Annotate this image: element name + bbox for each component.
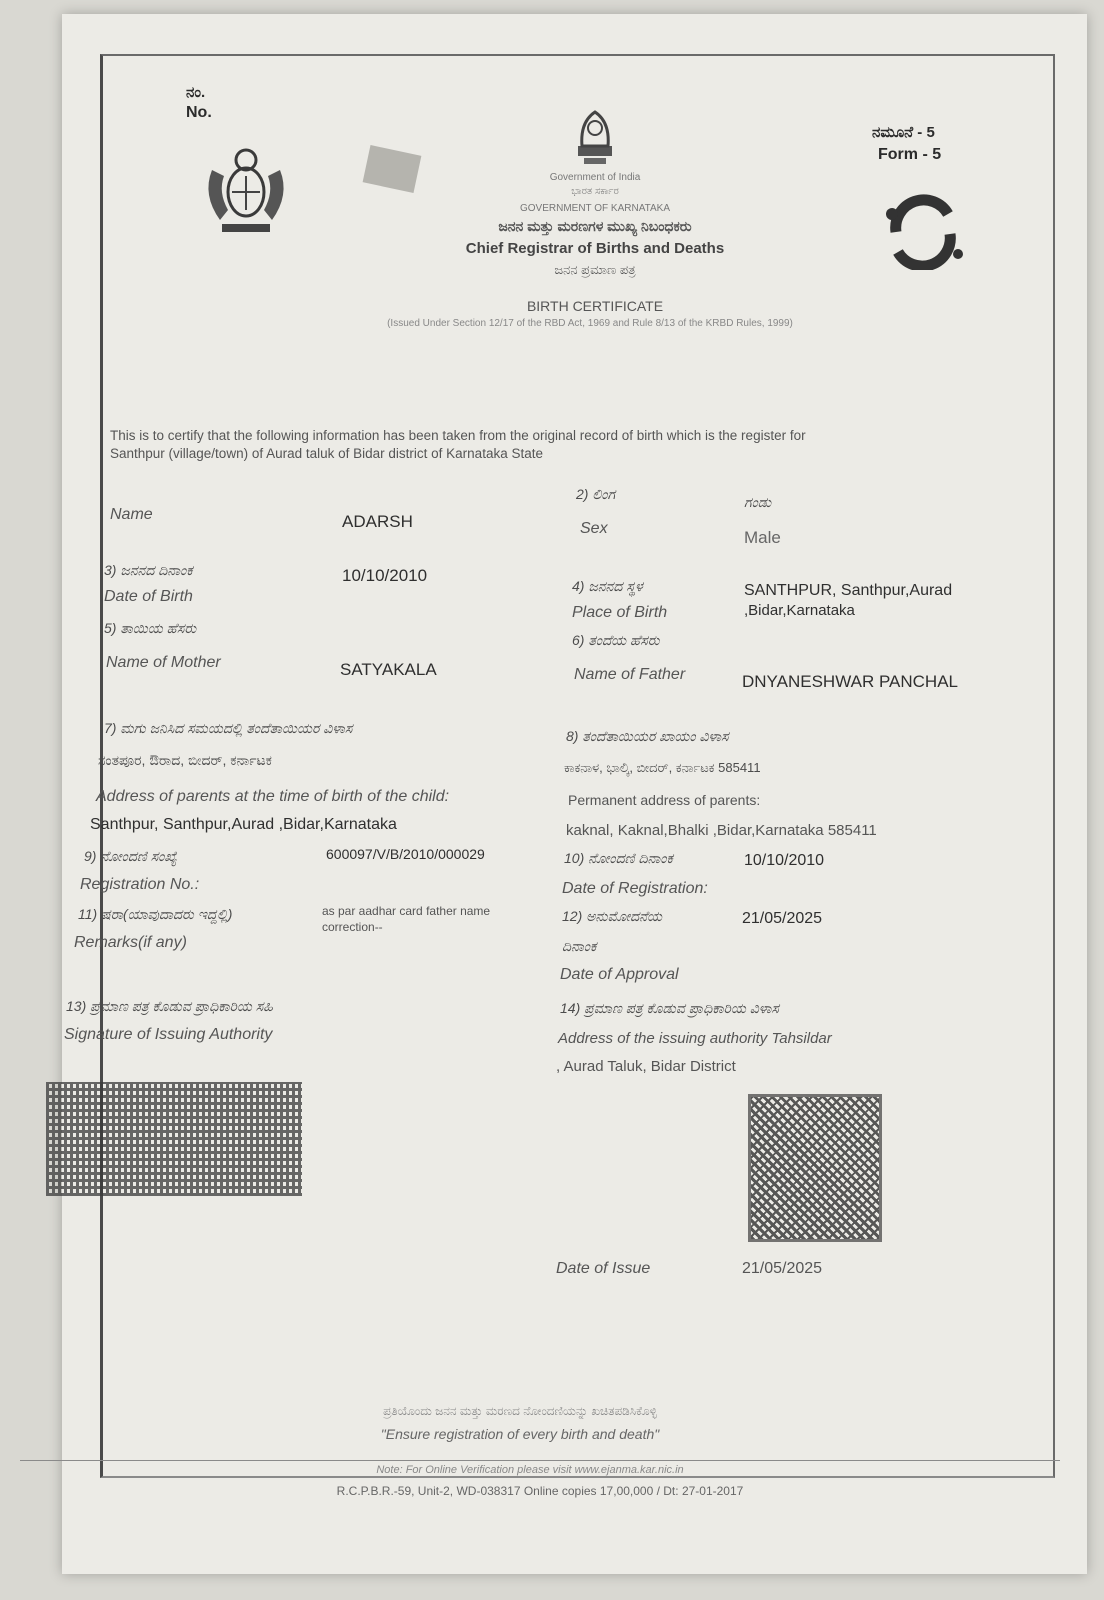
gov-india-kn: ಭಾರತ ಸರ್ಕಾರ	[571, 186, 619, 197]
approval-label: Date of Approval	[560, 966, 679, 983]
name-value: ADARSH	[342, 512, 413, 531]
form-number-kn: ನಮೂನೆ - 5	[872, 124, 935, 141]
reg-date-value: 10/10/2010	[744, 852, 825, 869]
issue-date-value: 21/05/2025	[742, 1260, 823, 1277]
reg-date-label-kn: 10) ನೋಂದಣಿ ದಿನಾಂಕ	[564, 850, 673, 866]
pob-value-1: SANTHPUR, Santhpur,Aurad	[744, 582, 953, 599]
mother-label: Name of Mother	[106, 654, 221, 671]
karnataka-emblem-icon	[192, 140, 300, 240]
authority-label: Address of the issuing authority Tahsildar	[558, 1030, 832, 1047]
reg-no-label: Registration No.:	[80, 876, 200, 893]
issue-date-label: Date of Issue	[556, 1260, 651, 1277]
verification-note: Note: For Online Verification please visit www.ejanma.kar.nic.in	[376, 1464, 684, 1476]
authority-value: , Aurad Taluk, Bidar District	[556, 1058, 736, 1075]
reg-date-label: Date of Registration:	[562, 880, 708, 897]
certificate-title-kn: ಜನನ ಪ್ರಮಾಣ ಪತ್ರ	[554, 262, 636, 277]
address-perm-value-kn: ಕಾಕನಾಳ, ಭಾಲ್ಕಿ, ಬೀದರ್, ಕರ್ನಾಟಕ 585411	[564, 760, 761, 775]
signature-label: Signature of Issuing Authority	[64, 1026, 273, 1043]
address-perm-label: Permanent address of parents:	[568, 792, 761, 808]
reg-no-label-kn: 9) ನೋಂದಣಿ ಸಂಖ್ಯೆ	[84, 848, 178, 864]
gov-karnataka: GOVERNMENT OF KARNATAKA	[519, 203, 671, 214]
pob-label-kn: 4) ಜನನದ ಸ್ಥಳ	[572, 578, 643, 594]
remarks-label: Remarks(if any)	[74, 934, 187, 951]
signature-label-kn: 13) ಪ್ರಮಾಣ ಪತ್ರ ಕೊಡುವ ಪ್ರಾಧಿಕಾರಿಯ ಸಹಿ	[66, 998, 273, 1014]
barcode-image	[46, 1082, 302, 1196]
qr-code-image	[748, 1094, 882, 1242]
sex-value: Male	[744, 528, 781, 547]
swirl-logo-icon	[878, 194, 968, 270]
reg-no-value: 600097/V/B/2010/000029	[326, 846, 485, 862]
dob-value: 10/10/2010	[342, 566, 428, 585]
name-label: Name	[110, 506, 153, 523]
no-label: No.	[186, 104, 212, 121]
intro-line-2: Santhpur (village/town) of Aurad taluk of Bidar district of Karnataka State	[110, 446, 543, 461]
approval-value: 21/05/2025	[742, 910, 823, 927]
form-number: Form - 5	[878, 146, 942, 163]
issued-under: (Issued Under Section 12/17 of the RBD Act, 1969 and Rule 8/13 of the KRBD Rules, 1999)	[387, 318, 793, 329]
ashoka-emblem-icon	[570, 102, 620, 168]
slogan-en: "Ensure registration of every birth and death"	[380, 1426, 660, 1442]
approval-label-kn-2: ದಿನಾಂಕ	[562, 938, 597, 954]
slogan-kn: ಪ್ರತಿಯೊಂದು ಜನನ ಮತ್ತು ಮರಣದ ನೋಂದಣಿಯನ್ನು ಖಚಿತಪಡಿಸಿಕೊಳ್ಳಿ	[383, 1404, 657, 1418]
address-perm-label-kn: 8) ತಂದೆತಾಯಿಯರ ಖಾಯಂ ವಿಳಾಸ	[566, 728, 729, 744]
gov-india: Government of India	[549, 172, 641, 183]
remarks-value-2: correction--	[322, 920, 383, 934]
footer-divider	[20, 1460, 1060, 1461]
intro-line-1: This is to certify that the following information has been taken from the original record of birth which is the register for	[110, 428, 806, 443]
mother-label-kn: 5) ತಾಯಿಯ ಹೆಸರು	[104, 620, 197, 636]
authority-label-kn: 14) ಪ್ರಮಾಣ ಪತ್ರ ಕೊಡುವ ಪ್ರಾಧಿಕಾರಿಯ ವಿಳಾಸ	[560, 1000, 779, 1016]
remarks-value-1: as par aadhar card father name	[322, 904, 491, 918]
father-value: DNYANESHWAR PANCHAL	[742, 672, 958, 691]
no-label-kn: ನಂ.	[186, 84, 206, 101]
pob-label: Place of Birth	[572, 604, 668, 621]
address-perm-value: kaknal, Kaknal,Bhalki ,Bidar,Karnataka 585411	[566, 822, 877, 839]
approval-label-kn: 12) ಅನುಮೋದನೆಯ	[562, 908, 663, 924]
sex-label: Sex	[580, 520, 608, 537]
address-birth-value: Santhpur, Santhpur,Aurad ,Bidar,Karnataka	[90, 816, 397, 833]
print-info: R.C.P.B.R.-59, Unit-2, WD-038317 Online copies 17,00,000 / Dt: 27-01-2017	[336, 1484, 744, 1498]
father-label: Name of Father	[574, 666, 686, 683]
address-birth-value-kn: ಸಂತಪೂರ, ಔರಾದ, ಬೀದರ್, ಕರ್ನಾಟಕ	[98, 752, 272, 768]
sex-value-kn: ಗಂಡು	[744, 494, 772, 510]
pob-value-2: ,Bidar,Karnataka	[744, 602, 855, 619]
sex-label-kn: 2) ಲಿಂಗ	[576, 486, 616, 502]
dob-label-kn: 3) ಜನನದ ದಿನಾಂಕ	[104, 562, 193, 578]
registrar-en: Chief Registrar of Births and Deaths	[465, 240, 725, 257]
father-label-kn: 6) ತಂದೆಯ ಹೆಸರು	[572, 632, 660, 648]
mother-value: SATYAKALA	[340, 660, 437, 679]
dob-label: Date of Birth	[104, 588, 193, 605]
address-birth-label: Address of parents at the time of birth of the child:	[96, 788, 450, 805]
registrar-kn: ಜನನ ಮತ್ತು ಮರಣಗಳ ಮುಖ್ಯ ನಿಬಂಧಕರು	[498, 218, 692, 234]
address-birth-label-kn: 7) ಮಗು ಜನಿಸಿದ ಸಮಯದಲ್ಲಿ ತಂದೆತಾಯಿಯರ ವಿಳಾಸ	[104, 720, 353, 736]
certificate-title: BIRTH CERTIFICATE	[526, 298, 664, 314]
remarks-label-kn: 11) ಷರಾ(ಯಾವುದಾದರು ಇದ್ದಲ್ಲಿ)	[78, 906, 233, 922]
